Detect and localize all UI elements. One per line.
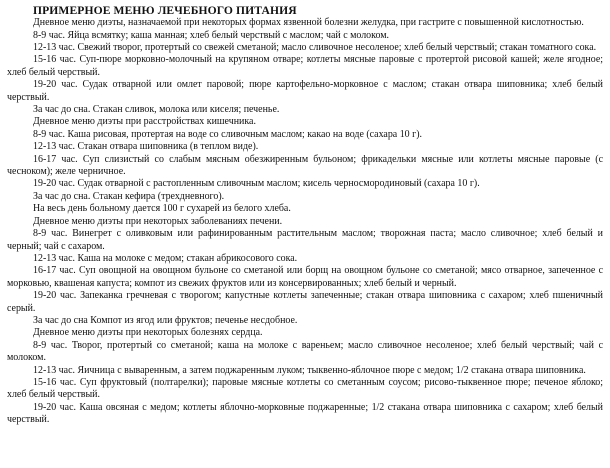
paragraph: 19-20 час. Запеканка гречневая с творогом; капустные котлеты запеченные; стакан отвара шиповника с сахаром; хлеб пшеничный серый. xyxy=(7,290,603,314)
paragraph: 8-9 час. Творог, протертый со сметаной; каша на молоке с вареньем; масло сливочное несоленое; хлеб белый черствый; чай с молоком. xyxy=(7,339,603,364)
paragraph: Дневное меню диэты при некоторых заболеваниях печени. xyxy=(33,215,283,227)
paragraph: 15-16 час. Суп фруктовый (полтарелки); паровые мясные котлеты со сметанным соусом; рисово-тыквенное пюре; печеное яблоко; хлеб белый черствый. xyxy=(7,376,603,401)
paragraph: 12-13 час. Яичница с вываренным, а затем поджаренным луком; тыквенно-яблочное пюре с медом; 1/2 стакана отвара шиповника. xyxy=(33,364,586,376)
paragraph: 12-13 час. Свежий творог, протертый со свежей сметаной; масло сливочное несоленое; хлеб белый черствый; стакан томатного сока. xyxy=(33,42,597,54)
paragraph: 12-13 час. Каша на молоке с медом; стакан абрикосового сока. xyxy=(33,252,298,264)
paragraph: За час до сна. Стакан сливок, молока или киселя; печенье. xyxy=(33,104,280,116)
paragraph: 8-9 час. Винегрет с оливковым или рафинированным растительным маслом; творожная паста; масло сливочное; хлеб белый и черный; чай с сахаром. xyxy=(7,228,603,252)
paragraph: 19-20 час. Каша овсяная с медом; котлеты яблочно-морковные поджаренные; 1/2 стакана отвара шиповника с сахаром; хлеб белый черствый. xyxy=(7,401,603,426)
paragraph: 15-16 час. Суп-пюре морковно-молочный на крупяном отваре; котлеты мясные паровые с протертой рисовой кашей; желе ягодное; хлеб белый черствый. xyxy=(7,54,603,78)
document-body xyxy=(7,17,603,426)
document-title: ПРИМЕРНОЕ МЕНЮ ЛЕЧЕБНОГО ПИТАНИЯ xyxy=(33,4,297,17)
paragraph: Дневное меню диэты, назначаемой при некоторых формах язвенной болезни желудка, при гастрите с повышенной кислотностью. xyxy=(33,17,584,29)
paragraph: 19-20 час. Судак отварной с растопленным сливочным маслом; кисель черносмородиновый (сахара 10 г). xyxy=(33,178,480,190)
paragraph: 16-17 час. Суп овощной на овощном бульоне со сметаной или борщ на овощном бульоне со сметаной; мясо отварное, запеченное с морковью, квашеная капуста; компот из свежих фруктов или из консервированных; хлеб белый и черный. xyxy=(7,265,603,289)
paragraph: 12-13 час. Стакан отвара шиповника (в теплом виде). xyxy=(33,141,259,153)
paragraph: За час до сна. Стакан кефира (трехдневного). xyxy=(33,190,225,202)
paragraph: Дневное меню диэты при некоторых болезнях сердца. xyxy=(33,327,263,339)
paragraph: 16-17 час. Суп слизистый со слабым мясным обезжиренным бульоном; фрикадельки мясные или котлеты мясные паровые (с чесноком); желе черничное. xyxy=(7,153,603,178)
paragraph: За час до сна Компот из ягод или фруктов; печенье несдобное. xyxy=(33,314,298,326)
paragraph: На весь день больному дается 100 г сухарей из белого хлеба. xyxy=(33,203,291,215)
paragraph: 8-9 час. Яйца всмятку; каша манная; хлеб белый черствый с маслом; чай с молоком. xyxy=(33,29,390,41)
paragraph: Дневное меню диэты при расстройствах кишечника. xyxy=(33,116,256,128)
paragraph: 8-9 час. Каша рисовая, протертая на воде со сливочным маслом; какао на воде (сахара 10 г). xyxy=(33,128,422,140)
paragraph: 19-20 час. Судак отварной или омлет паровой; пюре картофельно-морковное с маслом; стакан отвара шиповника; хлеб белый черствый. xyxy=(7,79,603,103)
